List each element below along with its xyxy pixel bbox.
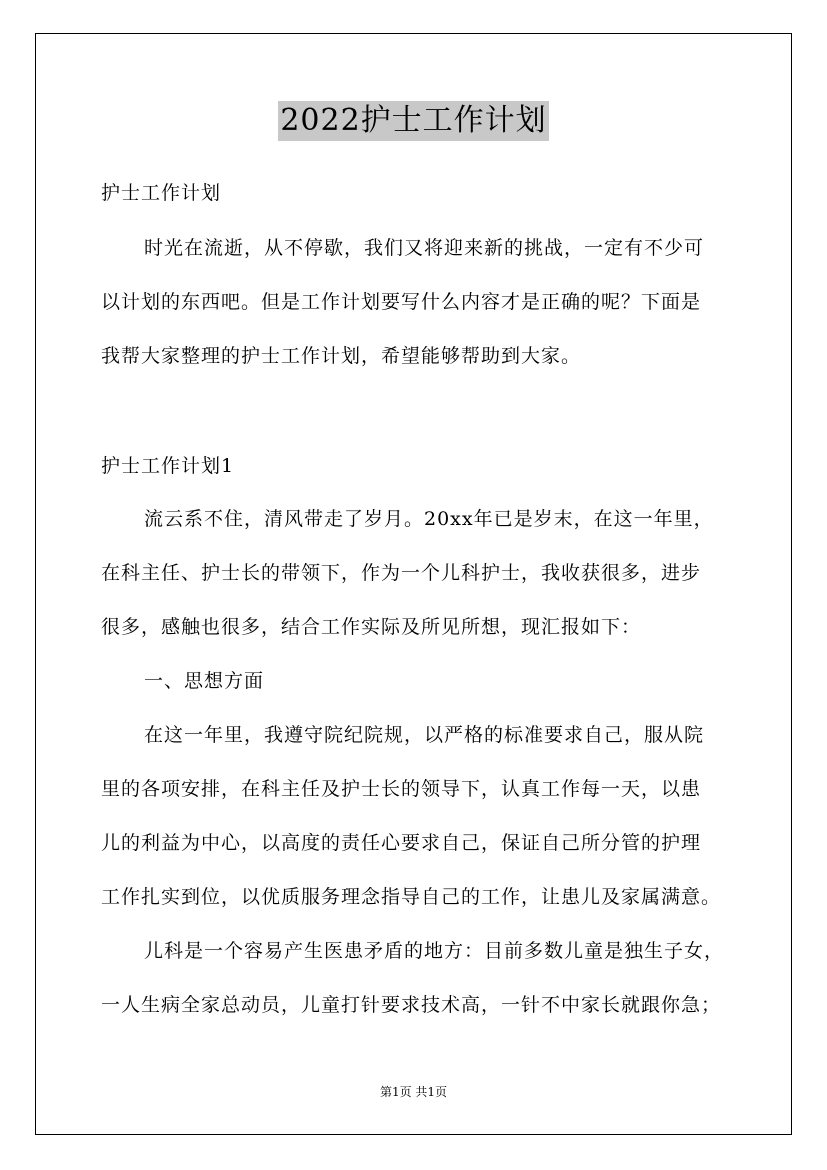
section-heading: 护士工作计划1	[101, 455, 235, 477]
paragraph-line: 在科主任、护士长的带领下，作为一个儿科护士，我收获很多，进步	[101, 562, 702, 584]
paragraph-line: 很多，感触也很多，结合工作实际及所见所想，现汇报如下：	[101, 616, 642, 638]
paragraph-line: 里的各项安排，在科主任及护士长的领导下，认真工作每一天，以患	[101, 778, 702, 800]
title-container	[0, 101, 827, 141]
section-heading: 护士工作计划	[101, 182, 222, 204]
paragraph-line: 以计划的东西吧。但是工作计划要写什么内容才是正确的呢？下面是	[101, 291, 702, 313]
paragraph-line: 儿的利益为中心，以高度的责任心要求自己，保证自己所分管的护理	[101, 832, 702, 854]
page-footer: 第1页 共1页	[379, 1085, 448, 1099]
paragraph-line: 在这一年里，我遵守院纪院规，以严格的标准要求自己，服从院	[144, 724, 705, 746]
subsection-heading: 一、思想方面	[144, 670, 265, 692]
paragraph-line: 一人生病全家总动员，儿童打针要求技术高，一针不中家长就跟你急；	[101, 994, 722, 1016]
paragraph-line: 我帮大家整理的护士工作计划，希望能够帮助到大家。	[101, 345, 582, 367]
document-title: 2022护士工作计划	[278, 101, 548, 141]
paragraph-line: 时光在流逝，从不停歇，我们又将迎来新的挑战，一定有不少可	[144, 237, 705, 259]
paragraph-line: 儿科是一个容易产生医患矛盾的地方：目前多数儿童是独生子女，	[144, 940, 725, 962]
paragraph-line: 工作扎实到位，以优质服务理念指导自己的工作，让患儿及家属满意。	[101, 886, 722, 908]
paragraph-line: 流云系不住，清风带走了岁月。20xx年已是岁末，在这一年里，	[144, 508, 714, 530]
